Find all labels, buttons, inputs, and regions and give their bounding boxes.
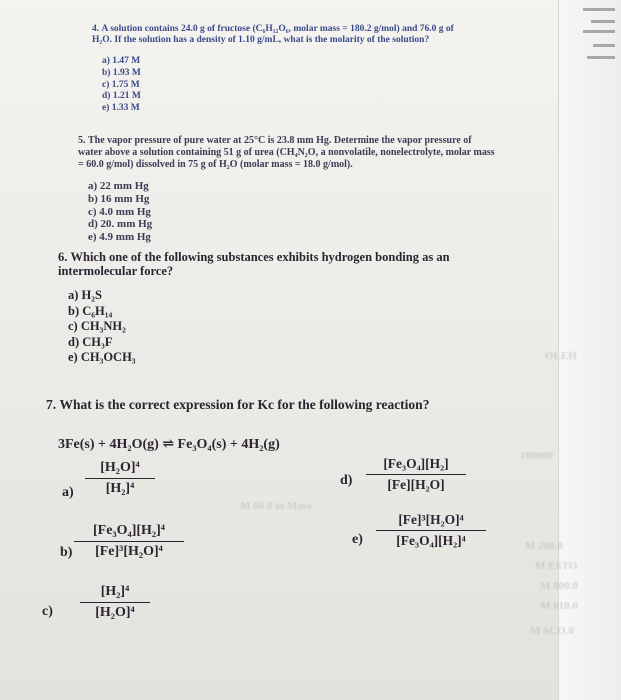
question-4-option-a[interactable]: a) 1.47 M [102,56,141,66]
question-7-option-a-fraction[interactable] [85,460,155,497]
question-5-option-c[interactable]: c) 4.0 mm Hg [88,205,151,218]
question-6 [58,250,478,366]
question-4-option-d[interactable]: d) 1.21 M [102,91,141,102]
question-6-option-e[interactable]: e) CH₃OCH₃ [68,350,136,365]
question-7-option-c-label[interactable]: c) [42,604,53,619]
question-7-option-e-label[interactable]: e) [352,532,363,547]
fraction-bar [376,530,486,531]
question-7-option-d-fraction[interactable] [366,456,466,493]
fraction-bar [85,478,155,479]
question-5-option-b[interactable]: b) 16 mm Hg [88,192,150,205]
question-5-text: 5. The vapor pressure of pure water at 25°C is 23.8 mm Hg. Determine the vapor pressure of water above a solution containing 51 g of urea (CH₄N₂O, a nonvolatile, nonelectrolyte, molar mass = 60.0 g/mol) dissolved in 75 g of H₂O (molar mass = 18.0 g/mol). [78,135,495,170]
question-5 [78,135,498,244]
question-6-option-c[interactable]: c) CH₃NH₂ [68,319,126,334]
fraction-bar [74,541,184,542]
question-6-option-b[interactable]: b) C₆H₁₄ [68,303,113,318]
question-7-option-d-numerator: [Fe₃O₄][H₂] [383,456,449,471]
question-4-option-c[interactable]: c) 1.75 M [102,79,140,90]
question-7-option-d-label[interactable]: d) [340,473,353,488]
question-7-text: 7. What is the correct expression for Kc for the following reaction? [46,397,430,412]
question-7-option-a-label[interactable]: a) [62,485,74,500]
question-4-text: 4. A solution contains 24.0 g of fructose (C₆H₁₂O₆, molar mass = 180.2 g/mol) and 76.0 g of H₂O. If the solution has a density of 1.10 g/mL, what is the molarity of the solution? [92,24,454,45]
question-4-option-b[interactable]: b) 1.93 M [102,67,141,78]
question-4 [92,24,472,115]
question-7-option-c-numerator: [H₂]⁴ [100,584,130,599]
question-7-option-b-denominator: [Fe]³[H₂O]⁴ [95,544,163,560]
question-7-option-b-label[interactable]: b) [60,545,73,560]
question-6-option-d[interactable]: d) CH₃F [68,334,113,349]
question-7-option-c-fraction[interactable] [80,584,150,621]
question-7-option-d-denominator: [Fe][H₂O] [387,477,445,493]
question-7-option-a-denominator: [H₂]⁴ [105,481,135,497]
question-7-option-b-fraction[interactable] [74,523,184,560]
question-4-option-e[interactable]: e) 1.33 M [102,103,140,114]
question-7-option-e-numerator: [Fe]³[H₂O]⁴ [398,512,464,527]
question-7-reaction: 3Fe(s) + 4H₂O(g) ⇌ Fe₃O₄(s) + 4H₂(g) [58,437,280,452]
question-5-option-e[interactable]: e) 4.9 mm Hg [88,231,151,244]
fraction-bar [80,602,150,603]
question-7-option-e-fraction[interactable] [376,512,486,549]
exam-page: OLEH 100000 M 200.0 M ESTO M 800.0 M 010.0 M SCO.0 M 60.0 to Mass 4. A solution contains 24.0 g of fructose (C₆H₁₂O₆, molar mass = 180.2 g/mol) and 76.0 g of H₂O. If the solution has a density of 1.10 g/mL, what is the molarity of the solution? a) 1.47 M b) 1.93 M c) 1.75 M d) 1.21 M e) 1.33 M 5. The vapor pressure of pure water at 25°C is 23.8 mm Hg. Determine the vapor pressure of water above a solution containing 51 g of urea (CH₄N₂O, a nonvolatile, nonelectrolyte, molar mass = 60.0 g/mol) dissolved in 75 g of H₂O (molar mass = 18.0 g/mol). a) 22 mm Hg b) 16 mm Hg c) 4.0 mm Hg d) 20. mm Hg e) 4.9 mm Hg 6. Which one of the following substances exhibits hydrogen bonding as an intermolecular force? a) H₂S b) C₆H₁₄ c) CH₃NH₂ d) CH₃F e) CH₃OCH₃ 7. What is the correct expression for Kc for the following reaction? 3Fe(s) + 4H₂O(g) ⇌ Fe₃O₄(s) + 4H₂(g) a) [H₂O]⁴ [H₂]⁴ b) [Fe₃O₄][H₂]⁴ [Fe]³[H₂O]⁴ c) [H₂]⁴ [H₂O]⁴ d) [Fe₃O₄][H₂] [Fe][H₂O] e) [Fe]³[H₂O]⁴ [Fe₃O₄][H₂]⁴ [0,0,621,700]
question-6-text: 6. Which one of the following substances exhibits hydrogen bonding as an intermolecular force? [58,250,450,278]
fraction-bar [366,474,466,475]
question-7-option-c-denominator: [H₂O]⁴ [95,605,135,621]
question-7-option-e-denominator: [Fe₃O₄][H₂]⁴ [396,533,466,549]
question-7-option-a-numerator: [H₂O]⁴ [100,460,140,475]
question-5-option-d[interactable]: d) 20. mm Hg [88,218,153,231]
question-7-option-b-numerator: [Fe₃O₄][H₂]⁴ [93,523,165,538]
question-5-option-a[interactable]: a) 22 mm Hg [88,180,149,192]
question-6-option-a[interactable]: a) H₂S [68,288,102,302]
